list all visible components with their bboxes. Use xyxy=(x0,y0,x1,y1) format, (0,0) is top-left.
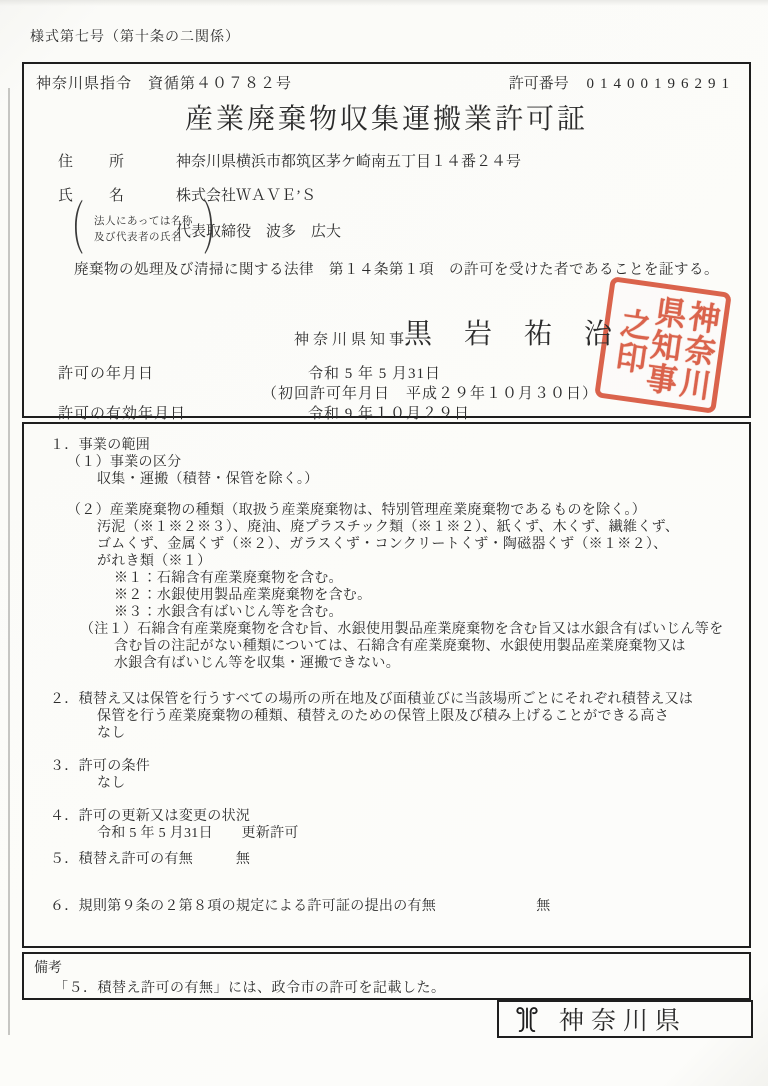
corporation-note-line1: 法人にあっては名称 xyxy=(94,215,193,227)
body-line: なし xyxy=(97,776,126,791)
governor-title: 神奈川県知事 xyxy=(294,332,409,348)
close-paren-decoration: ） xyxy=(202,197,229,262)
kanagawa-emblem-icon xyxy=(513,1005,541,1033)
body-line: 汚泥（※１※２※３）、廃油、廃プラスチック類（※１※２）、紙くず、木くず、繊維くず、 xyxy=(97,520,680,535)
certification-statement: 廃棄物の処理及び清掃に関する法律 第１４条第１項 の許可を受けた者であることを証する。 xyxy=(74,262,719,278)
valid-date-label: 許可の有効年月日 xyxy=(58,406,187,422)
company-name-value: 株式会社ＷＡＶＥ’Ｓ xyxy=(176,188,316,204)
body-line: 含む旨の注記がない種類については、石綿含有産業廃棄物、水銀使用製品産業廃棄物又は xyxy=(114,639,686,654)
seal-column-text: 神奈川 xyxy=(672,297,721,402)
initial-permit-date: （初回許可年月日 平成２９年１０月３０日） xyxy=(262,386,599,402)
company-name-label: 氏 名 xyxy=(58,188,127,204)
scan-artifact-left-edge xyxy=(8,88,10,1035)
body-line: 保管を行う産業廃棄物の種類、積替えのための保管上限及び積み上げることができる高さ xyxy=(97,709,669,724)
permit-number-label: 許可番号 xyxy=(508,76,569,92)
permit-number-row xyxy=(509,72,735,93)
governor-seal-stamp-icon xyxy=(594,276,732,414)
body-line: ※３：水銀含有ばいじん等を含む。 xyxy=(114,605,343,620)
form-number-note: 様式第七号（第十条の二関係） xyxy=(30,30,240,45)
line-spacer xyxy=(24,792,749,808)
body-line: 収集・運搬（積替・保管を除く。） xyxy=(97,472,319,487)
line-spacer xyxy=(24,742,749,758)
permit-date-label: 許可の年月日 xyxy=(58,366,155,382)
body-line: がれき類（※１） xyxy=(97,554,212,569)
body-line: ４．許可の更新又は変更の状況 xyxy=(50,809,251,824)
directive-number: 神奈川県指令 資循第４０７８２号 xyxy=(36,76,293,92)
body-line: なし xyxy=(97,726,126,741)
seal-column-text: 之印 xyxy=(608,304,652,376)
valid-date-value: 令和 9 年１０月２９日 xyxy=(308,406,471,422)
permit-details-box xyxy=(22,422,751,948)
open-paren-decoration: （ xyxy=(57,197,85,262)
line-spacer xyxy=(24,672,749,691)
prefecture-logo-box xyxy=(497,1000,753,1038)
body-line: ３．許可の条件 xyxy=(50,759,151,774)
seal-column-text: 県知事 xyxy=(639,292,687,398)
line-spacer xyxy=(24,868,749,898)
remarks-text: 「５．積替え許可の有無」には、政令市の許可を記載した。 xyxy=(54,981,446,996)
body-line: 水銀含有ばいじん等を収集・運搬できない。 xyxy=(114,656,400,671)
body-line: ２．積替え又は保管を行うすべての場所の所在地及び面積並びに当該場所ごとにそれぞれ積替え又は xyxy=(50,692,694,707)
scan-artifact-top xyxy=(0,0,768,6)
permit-number-value: 01400196291 xyxy=(586,76,735,92)
governor-name: 黒 岩 祐 治 xyxy=(404,319,615,350)
prefecture-name: 神奈川県 xyxy=(559,1008,688,1035)
body-line: 令和 5 年 5 月31日 更新許可 xyxy=(97,826,299,841)
body-line: （１）事業の区分 xyxy=(67,455,182,470)
body-line: １．事業の範囲 xyxy=(50,438,151,453)
corporation-note-line2: 及び代表者の氏名 xyxy=(94,232,183,243)
representative-value: 代表取締役 波多 広大 xyxy=(176,224,342,240)
body-line: ゴムくず、金属くず（※２）、ガラスくず・コンクリートくず・陶磁器くず（※１※２）、 xyxy=(97,537,668,552)
body-line: ５．積替え許可の有無 無 xyxy=(50,852,251,867)
address-label: 住 所 xyxy=(58,154,127,170)
line-spacer xyxy=(24,842,749,851)
body-line: ※１：石綿含有産業廃棄物を含む。 xyxy=(114,571,343,586)
permit-date-value: 令和 5 年 5 月31日 xyxy=(308,366,442,382)
line-spacer xyxy=(24,488,749,502)
body-line: （注１）石綿含有産業廃棄物を含む旨、水銀使用製品産業廃棄物を含む旨又は水銀含有ばいじん等を xyxy=(80,622,724,637)
remarks-box xyxy=(22,952,751,1000)
header-box xyxy=(22,62,751,422)
address-value: 神奈川県横浜市都筑区茅ケ崎南五丁目１４番２４号 xyxy=(176,154,522,170)
body-line: （２）産業廃棄物の種類（取扱う産業廃棄物は、特別管理産業廃棄物であるものを除く。） xyxy=(67,503,647,518)
body-line: ６．規則第９条の２第８項の規定による許可証の提出の有無 無 xyxy=(50,899,551,914)
body-line: ※２：水銀使用製品産業廃棄物を含む。 xyxy=(114,588,372,603)
document-title: 産業廃棄物収集運搬業許可証 xyxy=(184,104,588,135)
remarks-label: 備考 xyxy=(34,961,62,976)
